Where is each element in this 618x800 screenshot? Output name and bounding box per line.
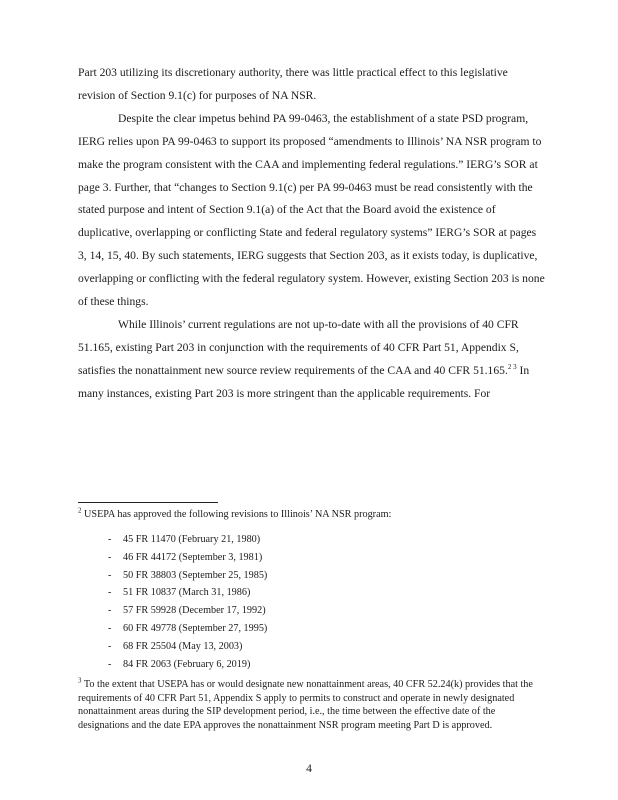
- footnote-3: [78, 678, 546, 733]
- footnote-divider: [78, 502, 218, 503]
- paragraph-1: Part 203 utilizing its discretionary authority, there was little practical effect to this legislative revision of Section 9.1(c) for purposes of NA NSR.: [78, 66, 508, 102]
- footnote-2: [78, 508, 546, 522]
- list-item-text: 51 FR 10837 (March 31, 1986): [123, 587, 251, 599]
- body-text: [78, 62, 546, 406]
- list-dash: -: [108, 605, 112, 617]
- list-item-text: 68 FR 25504 (May 13, 2003): [123, 641, 243, 653]
- list-item: [78, 551, 546, 565]
- list-item: [78, 569, 546, 583]
- list-item: [78, 640, 546, 654]
- footnote-reference[interactable]: 2 3: [507, 362, 517, 371]
- list-item-text: 46 FR 44172 (September 3, 1981): [123, 551, 263, 563]
- paragraph-3-text: While Illinois’ current regulations are not up-to-date with all the provisions of 40 CFR 51.165, existing Part 203 in conjunction with the requirements of 40 CFR Part 51, Appendix S, satisfies the nonattainment new source review requirements of the CAA and 40 CFR 51.165.: [78, 317, 519, 377]
- footnotes: [78, 508, 546, 733]
- paragraph-3: [78, 314, 546, 406]
- footnote-3-number: 3: [78, 676, 82, 685]
- list-item: [78, 586, 546, 600]
- list-dash: -: [108, 641, 112, 653]
- list-item: [78, 658, 546, 672]
- list-dash: -: [108, 659, 112, 671]
- list-item-text: 57 FR 59928 (December 17, 1992): [123, 605, 266, 617]
- list-dash: -: [108, 623, 112, 635]
- paragraph-2: Despite the clear impetus behind PA 99-0463, the establishment of a state PSD program, IERG relies upon PA 99-0463 to support its proposed “amendments to Illinois’ NA NSR program to make the program consistent with the CAA and implementing federal regulations.” IERG’s SOR at page 3. Further, that “changes to Section 9.1(c) per PA 99-0463 must be read consistently with the stated purpose and intent of Section 9.1(a) of the Act that the Board avoid the existence of duplicative, overlapping or conflicting State and federal regulatory systems” IERG’s SOR at pages 3, 14, 15, 40. By such statements, IERG suggests that Section 203, as it exists today, is duplicative, overlapping or conflicting with the federal regulatory system. However, existing Section 203 is none of these things.: [78, 111, 545, 309]
- paragraph-3-end: In many instances, existing Part 203 is more stringent than the applicable requirements. For: [78, 363, 530, 400]
- federal-register-list: [78, 533, 546, 672]
- footnote-3-text: To the extent that USEPA has or would designate new nonattainment areas, 40 CFR 52.24(k) provides that the requirements of 40 CFR Part 51, Appendix S apply to permits to construct and operate in newly designated nonattainment areas during the SIP development period, i.e., the time between the effective date of the designations and the date EPA approves the nonattainment NSR program meeting Part D is approved.: [78, 678, 533, 732]
- list-dash: -: [108, 551, 112, 563]
- page-number: 4: [306, 762, 312, 775]
- list-dash: -: [108, 533, 112, 545]
- list-item-text: 50 FR 38803 (September 25, 1985): [123, 569, 268, 581]
- list-dash: -: [108, 587, 112, 599]
- list-item: [78, 622, 546, 636]
- footnote-2-number: 2: [78, 506, 82, 515]
- list-item: [78, 533, 546, 547]
- footnote-2-text: USEPA has approved the following revisions to Illinois’ NA NSR program:: [81, 509, 392, 520]
- list-item: [78, 604, 546, 618]
- list-item-text: 60 FR 49778 (September 27, 1995): [123, 623, 268, 635]
- list-dash: -: [108, 569, 112, 581]
- list-item-text: 45 FR 11470 (February 21, 1980): [123, 533, 261, 545]
- list-item-text: 84 FR 2063 (February 6, 2019): [123, 659, 251, 671]
